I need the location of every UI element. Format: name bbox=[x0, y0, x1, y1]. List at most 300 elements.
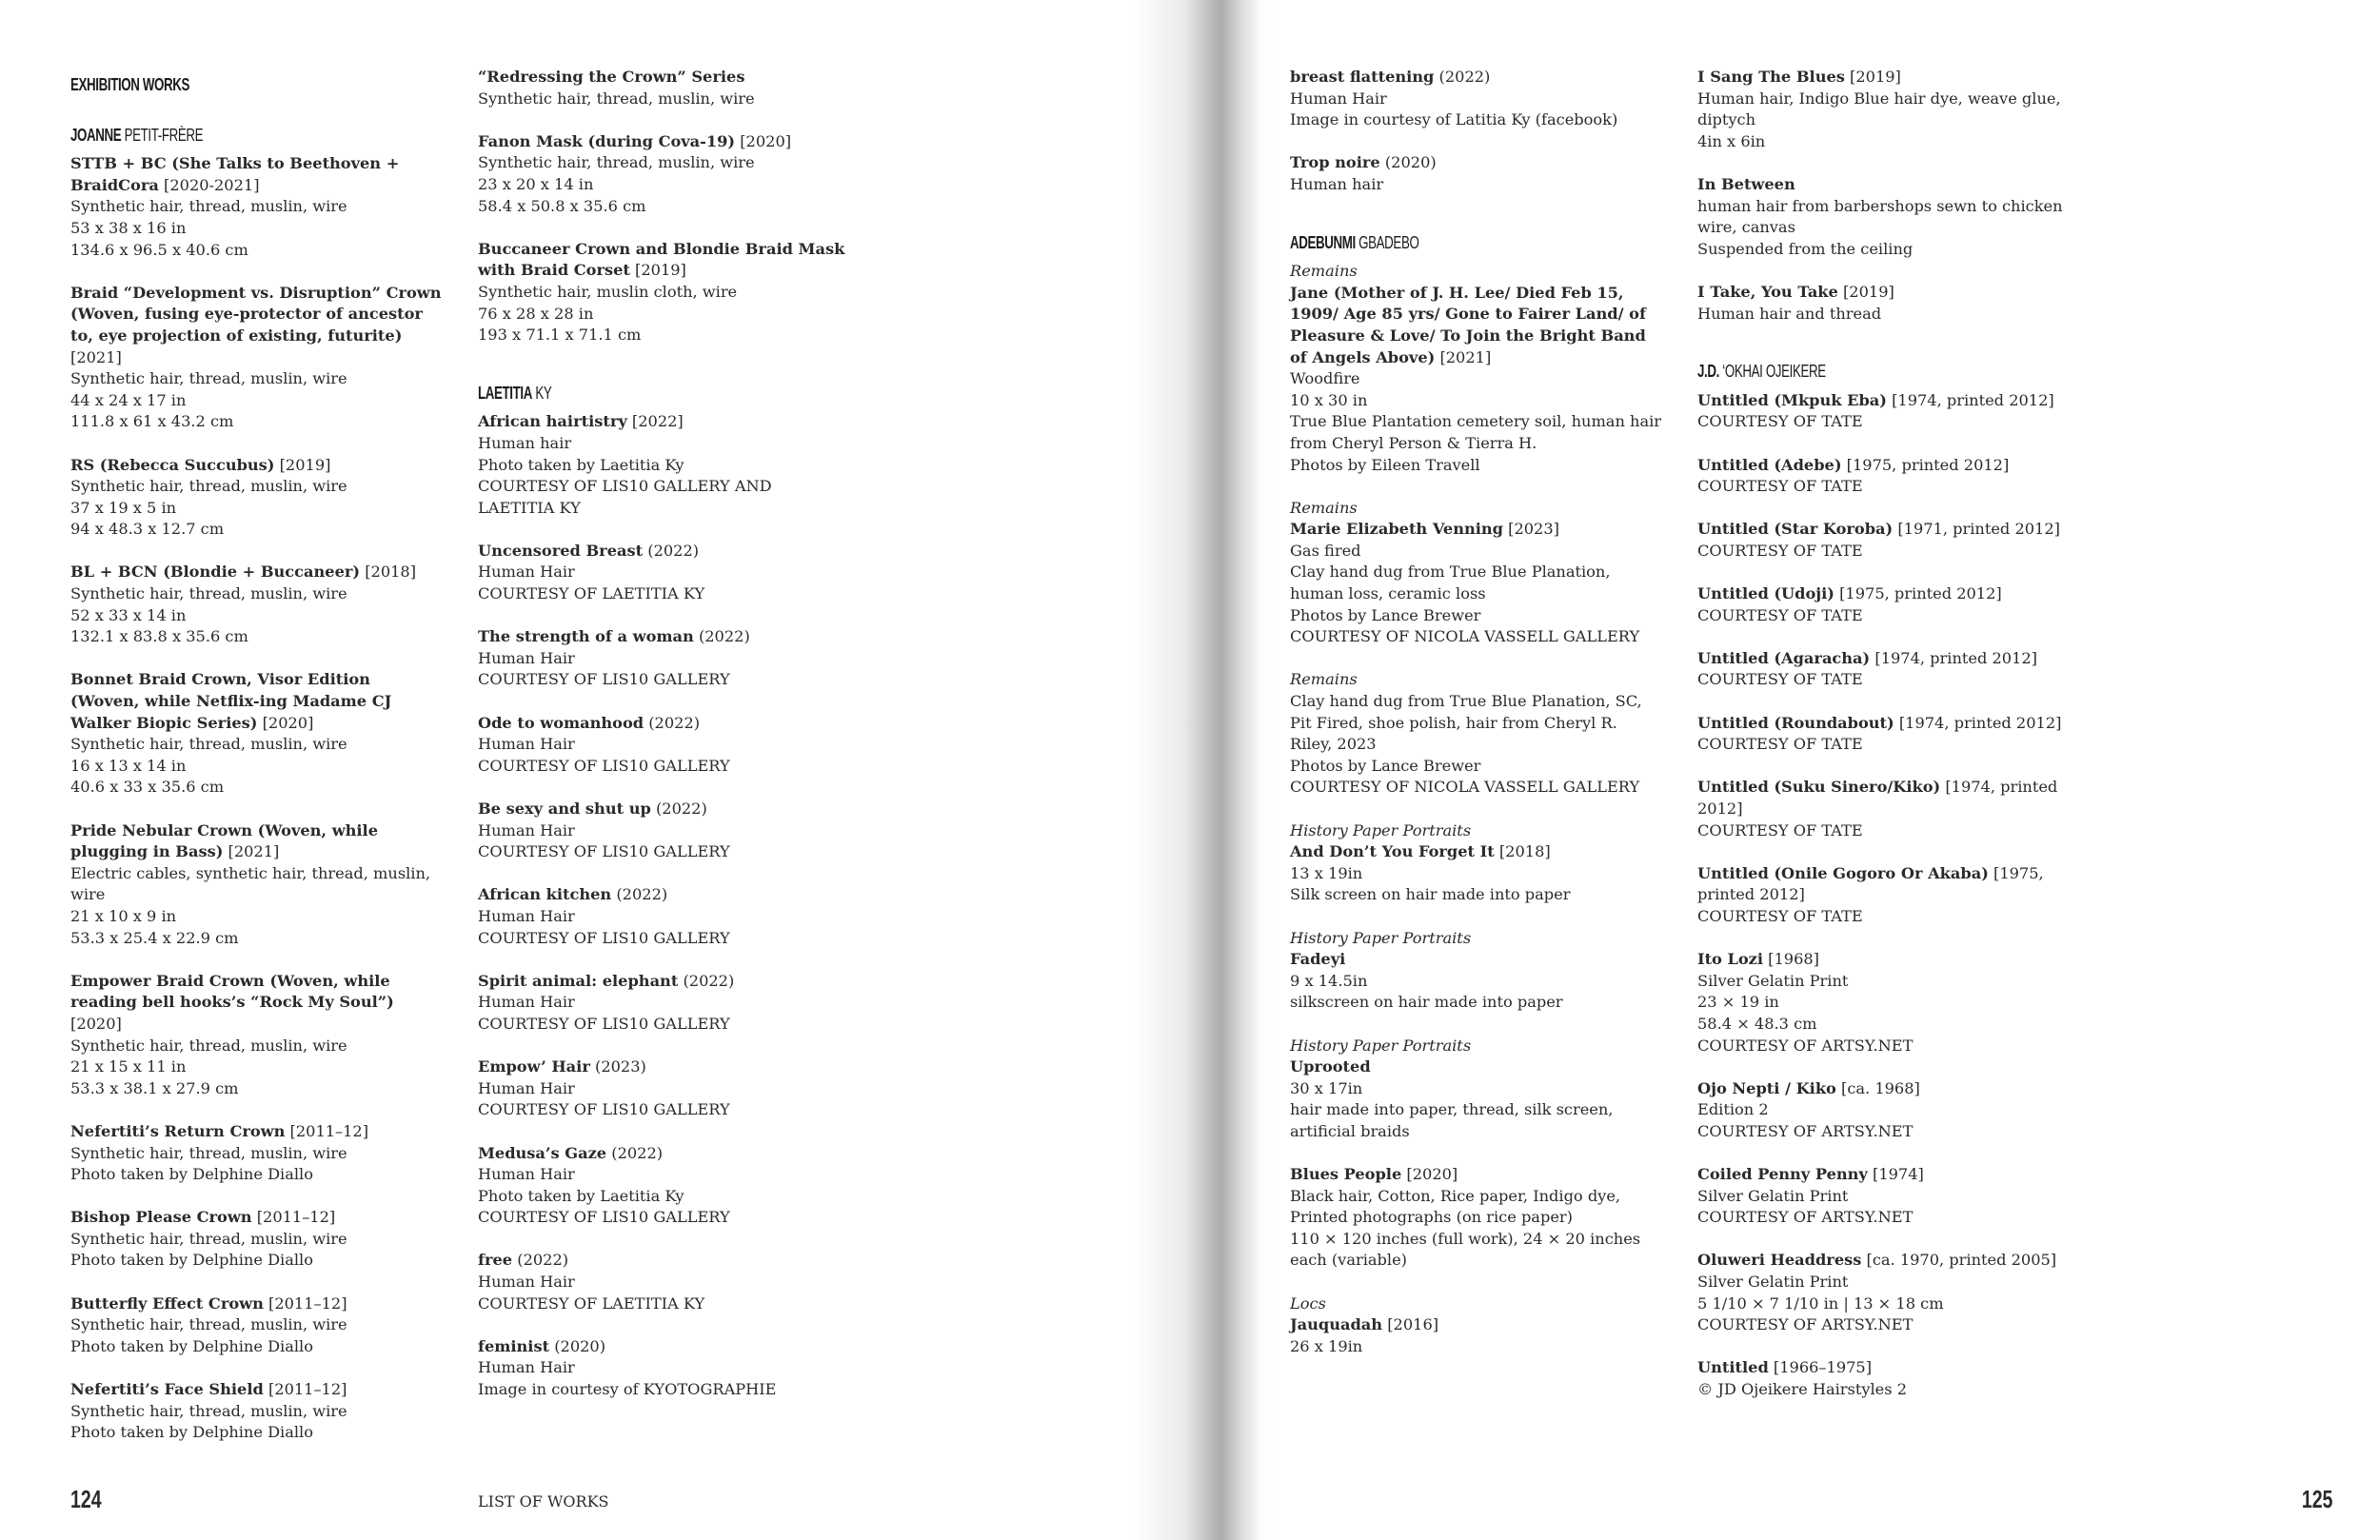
work-title: Empow’ Hair bbox=[478, 1057, 590, 1076]
work-date: [2011–12] bbox=[268, 1293, 347, 1313]
work-title-line bbox=[70, 971, 442, 1036]
work-title: Blues People bbox=[1290, 1165, 1402, 1184]
work-detail: 193 x 71.1 x 71.1 cm bbox=[478, 326, 642, 345]
work-detail: COURTESY OF ARTSY.NET bbox=[1697, 1315, 1914, 1334]
heading-bold: J.D. bbox=[1697, 362, 1719, 382]
work-entry bbox=[1697, 648, 2069, 691]
work-title-line bbox=[478, 411, 849, 433]
work-title-line bbox=[478, 1056, 849, 1078]
work-detail: 21 x 10 x 9 in bbox=[70, 906, 177, 925]
work-entry bbox=[478, 541, 849, 605]
work-title-line bbox=[1290, 519, 1661, 541]
work-detail: Image in courtesy of Latitia Ky (facebook) bbox=[1290, 110, 1618, 129]
work-title-line bbox=[478, 799, 849, 820]
work-detail: COURTESY OF TATE bbox=[1697, 670, 1863, 689]
work-detail: Synthetic hair, thread, muslin, wire bbox=[70, 584, 347, 603]
heading-bold: LAETITIA bbox=[478, 383, 532, 403]
work-detail: COURTESY OF ARTSY.NET bbox=[1697, 1208, 1914, 1227]
work-title-line bbox=[1697, 174, 2069, 196]
work-detail: 5 1/10 × 7 1/10 in | 13 × 18 cm bbox=[1697, 1293, 1944, 1313]
work-title: Spirit animal: elephant bbox=[478, 971, 679, 990]
heading-bold: ADEBUNMI bbox=[1290, 232, 1356, 252]
work-title: Ito Lozi bbox=[1697, 950, 1764, 969]
work-title-line bbox=[1697, 282, 2069, 304]
work-detail: Photos by Lance Brewer bbox=[1290, 756, 1481, 775]
work-detail: Human Hair bbox=[478, 563, 575, 582]
work-detail: 23 × 19 in bbox=[1697, 993, 1779, 1012]
section-heading bbox=[1290, 232, 1565, 254]
book-gutter-shadow bbox=[1133, 0, 1276, 1540]
work-date: [2011–12] bbox=[268, 1380, 347, 1399]
work-title: In Between bbox=[1697, 174, 1795, 193]
work-title-line bbox=[1290, 1164, 1661, 1186]
work-title-line bbox=[1290, 1056, 1661, 1078]
work-entry bbox=[478, 239, 849, 346]
section-heading bbox=[1697, 361, 1973, 383]
work-entry bbox=[1290, 1293, 1661, 1358]
heading-bold: EXHIBITION WORKS bbox=[70, 75, 190, 94]
work-entry bbox=[1697, 390, 2069, 433]
work-detail: Synthetic hair, thread, muslin, wire bbox=[70, 1143, 347, 1162]
work-date: [1975, printed 2012] bbox=[1839, 584, 2002, 603]
work-title-line bbox=[1290, 283, 1661, 368]
work-entry bbox=[1290, 152, 1661, 195]
work-date: [2019] bbox=[279, 455, 331, 474]
work-detail: Synthetic hair, thread, muslin, wire bbox=[70, 477, 347, 496]
work-date: [1968] bbox=[1768, 950, 1819, 969]
work-entry bbox=[70, 153, 442, 261]
work-title: Uncensored Breast bbox=[478, 541, 644, 560]
work-date: (2022) bbox=[517, 1251, 569, 1270]
work-detail: Edition 2 bbox=[1697, 1100, 1769, 1119]
work-entry bbox=[478, 799, 849, 863]
work-entry bbox=[1697, 777, 2069, 841]
column-2 bbox=[478, 67, 849, 1422]
work-detail: COURTESY OF LIS10 GALLERY bbox=[478, 1100, 730, 1119]
work-entry bbox=[478, 1143, 849, 1229]
work-entry bbox=[478, 1056, 849, 1121]
work-date: (2020) bbox=[1384, 153, 1437, 172]
work-detail: Synthetic hair, thread, muslin, wire bbox=[70, 1315, 347, 1334]
work-detail: COURTESY OF ARTSY.NET bbox=[1697, 1036, 1914, 1055]
work-date: (2022) bbox=[616, 885, 668, 904]
work-title: Untitled bbox=[1697, 1358, 1769, 1377]
work-entry bbox=[1290, 1164, 1661, 1272]
work-entry bbox=[478, 1250, 849, 1314]
work-entry bbox=[1697, 455, 2069, 498]
work-title: Jane (Mother of J. H. Lee/ Died Feb 15, 1909/ Age 85 yrs/ Gone to Fairer Land/ of Pleasure & Love/ To Join the Bright Band of Angels Above) bbox=[1290, 283, 1646, 366]
work-detail: Synthetic hair, thread, muslin, wire bbox=[478, 153, 755, 172]
work-detail: 53.3 x 25.4 x 22.9 cm bbox=[70, 928, 239, 947]
work-entry bbox=[1697, 174, 2069, 260]
work-detail: COURTESY OF LIS10 GALLERY bbox=[478, 756, 730, 775]
heading-light: ‘OKHAI OJEIKERE bbox=[1722, 362, 1826, 382]
work-detail: 44 x 24 x 17 in bbox=[70, 390, 187, 409]
work-detail: Black hair, Cotton, Rice paper, Indigo dye, Printed photographs (on rice paper) bbox=[1290, 1186, 1621, 1227]
work-detail: 13 x 19in bbox=[1290, 863, 1363, 882]
work-date: [1974, printed 2012] bbox=[1697, 778, 2058, 818]
work-detail: 30 x 17in bbox=[1290, 1078, 1363, 1097]
work-title: breast flattening bbox=[1290, 68, 1435, 86]
work-entry bbox=[1697, 67, 2069, 152]
work-entry bbox=[478, 1336, 849, 1401]
work-entry bbox=[70, 1293, 442, 1358]
work-title: Braid “Development vs. Disruption” Crown (Woven, fusing eye-protector of ancestor to, eye projection of existing, futurite) bbox=[70, 283, 442, 345]
page-number-left: 124 bbox=[70, 1485, 102, 1513]
work-date: [1966–1975] bbox=[1773, 1358, 1873, 1377]
work-title-line bbox=[1290, 152, 1661, 174]
work-detail: Human Hair bbox=[1290, 89, 1387, 108]
work-title: feminist bbox=[478, 1336, 550, 1355]
work-title: Ojo Nepti / Kiko bbox=[1697, 1078, 1836, 1097]
work-series: Remains bbox=[1290, 498, 1358, 517]
work-title: I Take, You Take bbox=[1697, 282, 1838, 301]
work-series: History Paper Portraits bbox=[1290, 1036, 1472, 1055]
work-detail: Synthetic hair, muslin cloth, wire bbox=[478, 282, 738, 301]
work-title-line bbox=[1290, 949, 1661, 971]
work-detail: Human Hair bbox=[478, 1273, 575, 1292]
work-title: Untitled (Agaracha) bbox=[1697, 648, 1871, 667]
work-detail: 53 x 38 x 16 in bbox=[70, 218, 187, 237]
work-entry bbox=[478, 713, 849, 778]
work-title: Empower Braid Crown (Woven, while reading bell hooks’s “Rock My Soul”) bbox=[70, 971, 394, 1012]
work-title-line bbox=[70, 669, 442, 734]
work-title-line bbox=[478, 713, 849, 735]
work-series: Locs bbox=[1290, 1293, 1326, 1313]
work-detail: 37 x 19 x 5 in bbox=[70, 498, 177, 517]
work-entry bbox=[478, 67, 849, 109]
work-detail: COURTESY OF TATE bbox=[1697, 541, 1863, 560]
work-title-line bbox=[478, 1143, 849, 1165]
work-entry bbox=[70, 562, 442, 647]
work-detail: Photo taken by Delphine Diallo bbox=[70, 1336, 313, 1355]
work-detail: COURTESY OF TATE bbox=[1697, 735, 1863, 754]
work-title-line bbox=[70, 455, 442, 477]
work-title: Untitled (Star Koroba) bbox=[1697, 520, 1894, 539]
work-detail: Synthetic hair, thread, muslin, wire bbox=[70, 735, 347, 754]
work-title: I Sang The Blues bbox=[1697, 68, 1845, 86]
work-title-line bbox=[1290, 67, 1661, 89]
work-title-line bbox=[478, 884, 849, 906]
work-date: [2020] bbox=[740, 131, 792, 150]
work-title: Untitled (Mkpuk Eba) bbox=[1697, 390, 1887, 409]
work-date: [2020] bbox=[70, 1014, 122, 1033]
work-detail: Human hair bbox=[478, 433, 572, 452]
work-detail: Synthetic hair, thread, muslin, wire bbox=[70, 1229, 347, 1248]
work-date: (2022) bbox=[683, 971, 735, 990]
work-detail: COURTESY OF NICOLA VASSELL GALLERY bbox=[1290, 627, 1640, 646]
work-title-line bbox=[70, 1293, 442, 1315]
section-heading bbox=[70, 74, 346, 96]
work-detail: Photo taken by Delphine Diallo bbox=[70, 1251, 313, 1270]
work-detail: 40.6 x 33 x 35.6 cm bbox=[70, 778, 225, 797]
column-3 bbox=[1290, 67, 1661, 1379]
work-title-line bbox=[478, 1250, 849, 1272]
work-title-line bbox=[70, 153, 442, 196]
work-detail: COURTESY OF LIS10 GALLERY bbox=[478, 1014, 730, 1033]
section-heading bbox=[478, 383, 753, 405]
work-entry bbox=[1697, 713, 2069, 756]
work-date: [1974] bbox=[1873, 1165, 1924, 1184]
work-detail: Human hair bbox=[1290, 174, 1384, 193]
work-detail: Human Hair bbox=[478, 1165, 575, 1184]
work-title: Marie Elizabeth Venning bbox=[1290, 520, 1503, 539]
work-title: Oluweri Headdress bbox=[1697, 1251, 1862, 1270]
work-title-line bbox=[1697, 777, 2069, 819]
work-detail: COURTESY OF ARTSY.NET bbox=[1697, 1121, 1914, 1140]
work-entry bbox=[1697, 583, 2069, 626]
work-entry bbox=[1697, 863, 2069, 928]
work-title-line bbox=[70, 1379, 442, 1401]
work-entry bbox=[1290, 669, 1661, 799]
work-detail: Photos by Eileen Travell bbox=[1290, 455, 1480, 474]
work-detail: © JD Ojeikere Hairstyles 2 bbox=[1697, 1380, 1907, 1399]
work-detail: Human hair, Indigo Blue hair dye, weave glue, diptych bbox=[1697, 89, 2061, 129]
work-title: African kitchen bbox=[478, 885, 612, 904]
work-detail: COURTESY OF LIS10 GALLERY AND LAETITIA KY bbox=[478, 477, 772, 517]
work-title: Untitled (Udoji) bbox=[1697, 584, 1835, 603]
work-title-line bbox=[1697, 949, 2069, 971]
work-entry bbox=[1290, 498, 1661, 648]
work-title: Bonnet Braid Crown, Visor Edition (Woven, while Netflix-ing Madame CJ Walker Biopic Series) bbox=[70, 670, 392, 732]
work-title: Nefertiti’s Face Shield bbox=[70, 1380, 264, 1399]
work-date: [2018] bbox=[1498, 842, 1551, 861]
work-detail: Synthetic hair, thread, muslin, wire bbox=[70, 197, 347, 216]
work-detail: Silver Gelatin Print bbox=[1697, 1186, 1849, 1205]
work-detail: 4in x 6in bbox=[1697, 131, 1766, 150]
work-date: [2019] bbox=[635, 261, 686, 280]
work-title-line bbox=[478, 239, 849, 282]
work-detail: Synthetic hair, thread, muslin, wire bbox=[70, 369, 347, 388]
work-date: [2020-2021] bbox=[164, 175, 260, 194]
work-title-line bbox=[478, 971, 849, 993]
work-title-line bbox=[478, 626, 849, 648]
work-detail: 16 x 13 x 14 in bbox=[70, 756, 187, 775]
work-title-line bbox=[1697, 390, 2069, 412]
work-title-line bbox=[70, 820, 442, 863]
work-date: (2022) bbox=[611, 1143, 664, 1162]
work-series: Remains bbox=[1290, 670, 1358, 689]
work-title-line bbox=[1697, 863, 2069, 906]
work-title: Uprooted bbox=[1290, 1057, 1371, 1076]
heading-light: KY bbox=[535, 383, 552, 403]
work-entry bbox=[70, 1207, 442, 1272]
work-title: Pride Nebular Crown (Woven, while plugging in Bass) bbox=[70, 820, 378, 861]
work-title: Nefertiti’s Return Crown bbox=[70, 1121, 286, 1140]
work-date: (2022) bbox=[647, 541, 700, 560]
work-title-line bbox=[1697, 1250, 2069, 1272]
work-title-line bbox=[1290, 841, 1661, 863]
work-entry bbox=[1290, 261, 1661, 476]
work-date: [ca. 1968] bbox=[1841, 1078, 1920, 1097]
work-detail: 21 x 15 x 11 in bbox=[70, 1057, 187, 1076]
work-title: African hairtistry bbox=[478, 412, 627, 431]
work-detail: Clay hand dug from True Blue Planation, human loss, ceramic loss bbox=[1290, 563, 1611, 603]
work-detail: Clay hand dug from True Blue Planation, SC, Pit Fired, shoe polish, hair from Cheryl R. Riley, 2023 bbox=[1290, 692, 1642, 754]
work-title: And Don’t You Forget It bbox=[1290, 842, 1495, 861]
work-detail: COURTESY OF LAETITIA KY bbox=[478, 584, 705, 603]
work-detail: COURTESY OF LIS10 GALLERY bbox=[478, 670, 730, 689]
work-title-line bbox=[1697, 1164, 2069, 1186]
work-detail: Human Hair bbox=[478, 906, 575, 925]
work-entry bbox=[70, 820, 442, 950]
work-date: [1975, printed 2012] bbox=[1697, 863, 2044, 904]
work-detail: Human Hair bbox=[478, 1078, 575, 1097]
work-detail: COURTESY OF TATE bbox=[1697, 605, 1863, 624]
work-detail: 111.8 x 61 x 43.2 cm bbox=[70, 412, 234, 431]
work-detail: Photo taken by Laetitia Ky bbox=[478, 1186, 684, 1205]
work-date: (2022) bbox=[655, 800, 707, 818]
work-detail: Synthetic hair, thread, muslin, wire bbox=[70, 1401, 347, 1420]
work-detail: COURTESY OF TATE bbox=[1697, 906, 1863, 925]
work-title: STTB + BC (She Talks to Beethoven + BraidCora bbox=[70, 154, 400, 194]
work-title: free bbox=[478, 1251, 513, 1270]
work-detail: Photo taken by Delphine Diallo bbox=[70, 1423, 313, 1442]
work-detail: Suspended from the ceiling bbox=[1697, 239, 1914, 258]
work-date: (2022) bbox=[648, 713, 701, 732]
work-detail: Woodfire bbox=[1290, 369, 1360, 388]
page-number-right: 125 bbox=[2301, 1485, 2332, 1513]
work-detail: Photo taken by Delphine Diallo bbox=[70, 1165, 313, 1184]
work-series: Remains bbox=[1290, 262, 1358, 281]
work-detail: Silver Gelatin Print bbox=[1697, 1273, 1849, 1292]
work-title: Trop noire bbox=[1290, 153, 1380, 172]
work-title: Jauquadah bbox=[1290, 1315, 1383, 1334]
work-detail: Electric cables, synthetic hair, thread, muslin, wire bbox=[70, 863, 431, 904]
work-detail: COURTESY OF TATE bbox=[1697, 477, 1863, 496]
work-detail: 58.4 × 48.3 cm bbox=[1697, 1014, 1817, 1033]
work-detail: Silk screen on hair made into paper bbox=[1290, 885, 1571, 904]
work-date: [ca. 1970, printed 2005] bbox=[1866, 1251, 2057, 1270]
heading-bold: JOANNE bbox=[70, 125, 122, 145]
work-entry bbox=[1697, 519, 2069, 562]
work-date: [1974, printed 2012] bbox=[1892, 390, 2054, 409]
work-date: (2022) bbox=[1438, 68, 1491, 86]
work-title-line bbox=[478, 541, 849, 563]
work-detail: COURTESY OF TATE bbox=[1697, 820, 1863, 839]
work-title-line bbox=[1697, 648, 2069, 670]
work-entry bbox=[478, 626, 849, 691]
work-title-line bbox=[70, 1207, 442, 1229]
work-date: [2022] bbox=[631, 412, 684, 431]
work-entry bbox=[1697, 1078, 2069, 1143]
work-title-line bbox=[1697, 519, 2069, 541]
work-detail: COURTESY OF TATE bbox=[1697, 412, 1863, 431]
work-entry bbox=[70, 971, 442, 1100]
work-detail: 9 x 14.5in bbox=[1290, 971, 1368, 990]
work-detail: COURTESY OF LIS10 GALLERY bbox=[478, 842, 730, 861]
work-date: [2021] bbox=[228, 842, 280, 861]
work-title-line bbox=[1697, 583, 2069, 605]
work-title-line bbox=[478, 1336, 849, 1358]
work-detail: 10 x 30 in bbox=[1290, 390, 1368, 409]
work-date: (2023) bbox=[595, 1057, 646, 1076]
work-detail: COURTESY OF NICOLA VASSELL GALLERY bbox=[1290, 778, 1640, 797]
work-detail: Human Hair bbox=[478, 735, 575, 754]
work-date: [2011–12] bbox=[256, 1208, 336, 1227]
work-entry bbox=[70, 1379, 442, 1444]
work-entry bbox=[1697, 949, 2069, 1056]
work-title: Butterfly Effect Crown bbox=[70, 1293, 264, 1313]
work-detail: hair made into paper, thread, silk screen, artificial braids bbox=[1290, 1100, 1614, 1140]
work-detail: COURTESY OF LIS10 GALLERY bbox=[478, 928, 730, 947]
work-title: Fadeyi bbox=[1290, 950, 1346, 969]
work-title: Be sexy and shut up bbox=[478, 800, 651, 818]
work-date: [1974, printed 2012] bbox=[1874, 648, 2037, 667]
work-date: [2019] bbox=[1842, 282, 1894, 301]
work-detail: 94 x 48.3 x 12.7 cm bbox=[70, 520, 225, 539]
work-detail: silkscreen on hair made into paper bbox=[1290, 993, 1563, 1012]
work-title: Untitled (Adebe) bbox=[1697, 455, 1842, 474]
work-detail: COURTESY OF LAETITIA KY bbox=[478, 1293, 705, 1313]
work-detail: Human Hair bbox=[478, 648, 575, 667]
work-entry bbox=[1697, 282, 2069, 325]
column-4 bbox=[1697, 67, 2069, 1422]
work-title: The strength of a woman bbox=[478, 627, 694, 646]
work-title-line bbox=[1697, 1078, 2069, 1100]
work-entry bbox=[1290, 820, 1661, 906]
work-title-line bbox=[478, 131, 849, 153]
work-detail: 26 x 19in bbox=[1290, 1336, 1363, 1355]
work-title: Buccaneer Crown and Blondie Braid Mask with Braid Corset bbox=[478, 239, 845, 280]
work-title-line bbox=[1697, 67, 2069, 89]
work-detail: Human Hair bbox=[478, 820, 575, 839]
work-title-line bbox=[70, 1121, 442, 1143]
work-title: Bishop Please Crown bbox=[70, 1208, 252, 1227]
work-title-line bbox=[70, 283, 442, 368]
work-date: [1974, printed 2012] bbox=[1898, 713, 2062, 732]
work-title-line bbox=[1697, 1357, 2069, 1379]
work-entry bbox=[70, 669, 442, 799]
work-detail: 52 x 33 x 14 in bbox=[70, 605, 187, 624]
work-date: [2011–12] bbox=[289, 1121, 369, 1140]
work-entry bbox=[1697, 1164, 2069, 1229]
work-date: [1971, printed 2012] bbox=[1897, 520, 2060, 539]
work-detail: Human hair and thread bbox=[1697, 304, 1882, 323]
work-title-line bbox=[478, 67, 849, 89]
work-detail: 110 × 120 inches (full work), 24 × 20 inches each (variable) bbox=[1290, 1229, 1641, 1270]
work-detail: COURTESY OF LIS10 GALLERY bbox=[478, 1208, 730, 1227]
work-title: Ode to womanhood bbox=[478, 713, 645, 732]
running-head: LIST OF WORKS bbox=[478, 1492, 609, 1510]
work-title-line bbox=[1697, 455, 2069, 477]
work-detail: Photo taken by Laetitia Ky bbox=[478, 455, 684, 474]
work-date: [2021] bbox=[1439, 347, 1492, 366]
work-title: RS (Rebecca Succubus) bbox=[70, 455, 275, 474]
heading-light: GBADEBO bbox=[1359, 232, 1419, 252]
work-detail: True Blue Plantation cemetery soil, human hair from Cheryl Person & Tierra H. bbox=[1290, 412, 1662, 452]
work-title: Untitled (Roundabout) bbox=[1697, 713, 1894, 732]
work-detail: Human Hair bbox=[478, 1358, 575, 1377]
work-detail: 23 x 20 x 14 in bbox=[478, 174, 594, 193]
work-title-line bbox=[1290, 1314, 1661, 1336]
work-date: (2022) bbox=[698, 627, 750, 646]
work-detail: 58.4 x 50.8 x 35.6 cm bbox=[478, 196, 646, 215]
work-title: BL + BCN (Blondie + Buccaneer) bbox=[70, 563, 361, 582]
work-date: [2020] bbox=[262, 713, 314, 732]
work-detail: 134.6 x 96.5 x 40.6 cm bbox=[70, 240, 248, 259]
work-date: (2020) bbox=[554, 1336, 606, 1355]
work-date: [2023] bbox=[1508, 520, 1559, 539]
work-entry bbox=[1290, 928, 1661, 1014]
work-detail: Human Hair bbox=[478, 993, 575, 1012]
work-detail: Gas fired bbox=[1290, 541, 1361, 560]
work-date: [1975, printed 2012] bbox=[1846, 455, 2010, 474]
work-detail: Image in courtesy of KYOTOGRAPHIE bbox=[478, 1380, 777, 1399]
work-date: [2018] bbox=[365, 563, 417, 582]
work-detail: Photos by Lance Brewer bbox=[1290, 605, 1481, 624]
work-detail: Silver Gelatin Print bbox=[1697, 971, 1849, 990]
